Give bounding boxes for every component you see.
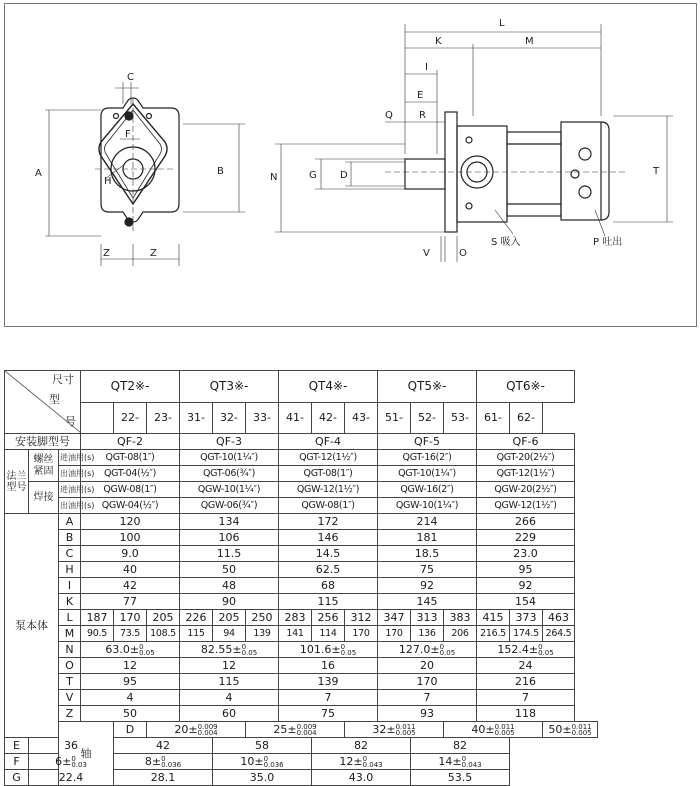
dim-key: V [59,690,81,706]
dim-value: 172 [279,514,378,530]
dim-value: 216.5 [477,626,510,642]
dim-value: 11.5 [180,546,279,562]
dim-value: 108.5 [147,626,180,642]
suction-label: S 吸入 [491,237,521,248]
tolerance [297,724,317,736]
dim-value: 115 [180,674,279,690]
dim-value: 106 [180,530,279,546]
dim-value: 136 [411,626,444,642]
dim-value: 82 [312,738,411,754]
subtype: 22- [114,402,147,434]
thread-out: QGT-12(1½″) [477,466,575,482]
dim-value: 7 [477,690,575,706]
nominal: 63.0 [105,642,130,656]
weld-in: QGW-20(2½″) [477,482,575,498]
dim-value: 12 [180,658,279,674]
weld-out: QGW-06(¾″) [180,498,279,514]
front-dimensions [45,82,245,266]
thread-in: QGT-20(2½″) [477,450,575,466]
nominal: 20 [174,722,189,736]
tolerance: 0 0.03 [71,754,87,769]
label-H: H [104,176,112,187]
dim-value: 170 [378,626,411,642]
dim-value: 7 [378,690,477,706]
tol-hi: 0 [538,642,543,651]
header-type1: 型 [49,393,60,406]
label-L: L [499,18,505,29]
label-G: G [309,170,317,181]
dim-value-tol: 32± 0.011 0.005 [345,722,444,738]
dim-value: 92 [477,578,575,594]
dim-value: 77 [81,594,180,610]
dim-value-tol: 6± 0 0.03 [29,754,114,770]
label-A: A [35,168,42,179]
dim-value: 216 [477,674,575,690]
spec-table-wrap [4,370,598,786]
tolerance [495,724,515,736]
nominal: 14 [438,754,453,768]
tol-hi: 0.009 [296,722,317,731]
mount-value: QF-5 [378,434,477,450]
thread-in: QGT-16(2″) [378,450,477,466]
dim-value: 250 [246,610,279,626]
dim-value: 146 [279,530,378,546]
nominal: 10 [240,754,255,768]
body-label: 泵本体 [5,514,59,738]
label-D: D [340,170,348,181]
dim-key: I [59,578,81,594]
label-C: C [127,72,134,83]
thread-label: 螺丝紧固 [29,450,59,482]
subtype: 31- [180,402,213,434]
thread-in: QGT-12(1½″) [279,450,378,466]
tol-hi: 0 [139,642,144,651]
tol-hi: 0 [340,642,346,651]
dim-key: Z [59,706,81,722]
dim-value: 40 [81,562,180,578]
nominal: 6 [55,754,63,768]
tolerance [572,724,592,736]
dim-value: 50 [81,706,180,722]
nominal: 152.4 [497,642,529,656]
technical-drawing [4,3,697,327]
tol-lo: 0.05 [241,648,258,657]
dim-value: 141 [279,626,312,642]
label-Z1: Z [103,248,110,259]
mount-value: QF-3 [180,434,279,450]
dim-value: 12 [81,658,180,674]
tolerance: 0 0.036 [161,754,182,769]
dim-value: 22.4 [29,770,114,786]
flange-label: 法兰型号 [5,450,29,514]
dim-value: 214 [378,514,477,530]
subtype: 43- [345,402,378,434]
model-qt2: QT2※- [81,371,180,403]
dim-key: T [59,674,81,690]
label-Z2: Z [150,248,157,259]
dim-value: 100 [81,530,180,546]
tol-lo: 0.005 [494,728,515,737]
tol-lo: 0.004 [296,728,317,737]
tol-lo: 0.05 [340,648,357,657]
dim-value: 170 [345,626,378,642]
tolerance [341,644,357,656]
tol-lo: 0.03 [71,760,87,769]
inlet-label: 进油用(s) [59,450,81,466]
dim-key: B [59,530,81,546]
label-N: N [270,172,278,183]
dim-value: 283 [279,610,312,626]
dim-value-tol: 82.55± 0 0.05 [180,642,279,658]
weld-in: QGW-08(1″) [81,482,180,498]
subtype: 41- [279,402,312,434]
tolerance: 0 0.036 [263,754,284,769]
dim-value: 24 [477,658,575,674]
tol-hi: 0.011 [494,722,515,731]
subtype: 61- [477,402,510,434]
tol-lo: 0.05 [439,648,456,657]
nominal: 127.0 [398,642,431,656]
weld-out: QGW-04(½″) [81,498,180,514]
mount-value: QF-2 [81,434,180,450]
model-qt3: QT3※- [180,371,279,403]
dim-value: 14.5 [279,546,378,562]
dim-value: 36 [29,738,114,754]
thread-out: QGT-10(1¼″) [378,466,477,482]
label-E: E [417,90,424,101]
dim-value: 50 [180,562,279,578]
tolerance: 0 0.043 [362,754,383,769]
dim-value: 206 [444,626,477,642]
side-dimensions [275,24,673,262]
nominal: 25 [273,722,288,736]
dim-value: 23.0 [477,546,575,562]
label-I: I [425,62,428,73]
dim-value: 373 [510,610,543,626]
dim-value: 115 [180,626,213,642]
dim-key: M [59,626,81,642]
dim-value: 312 [345,610,378,626]
dim-value: 95 [81,674,180,690]
shaft-label: 轴 [59,722,114,786]
tolerance: 0 0.043 [461,754,482,769]
dim-value: 187 [81,610,114,626]
dim-value: 58 [213,738,312,754]
tol-hi: 0 [439,642,445,651]
nominal: 50 [548,722,563,736]
inlet-label: 进油用(s) [59,482,81,498]
label-B: B [217,166,224,177]
nominal: 101.6 [299,642,332,656]
subtype: 33- [246,402,279,434]
tol-lo: 0.05 [538,648,554,657]
dim-value: 229 [477,530,575,546]
dim-value-tol: 12± 0 0.043 [312,754,411,770]
dim-value: 53.5 [411,770,510,786]
front-view [99,98,179,226]
outlet-label: P 吐出 [593,237,623,248]
dim-key: N [59,642,81,658]
tolerance [139,644,155,656]
dim-value: 139 [279,674,378,690]
dim-key: A [59,514,81,530]
dim-value-tol: 14± 0 0.043 [411,754,510,770]
thread-out: QGT-06(¾″) [180,466,279,482]
dim-value-tol: 8± 0 0.036 [114,754,213,770]
dim-value: 43.0 [312,770,411,786]
dim-key: F [5,754,29,770]
dim-value: 4 [180,690,279,706]
dim-value: 92 [378,578,477,594]
dim-key: G [5,770,29,786]
dim-value: 205 [213,610,246,626]
tol-lo: 0.036 [263,760,284,769]
thread-in: QGT-08(1″) [81,450,180,466]
dim-value: 154 [477,594,575,610]
dim-value: 4 [81,690,180,706]
weld-in: QGW-12(1½″) [279,482,378,498]
dim-key: D [114,722,147,738]
dim-key: L [59,610,81,626]
label-K: K [435,36,442,47]
dim-value: 256 [312,610,345,626]
dim-value: 120 [81,514,180,530]
nominal: 32 [372,722,387,736]
outlet-label: 出油用(s) [59,498,81,514]
dim-value: 94 [213,626,246,642]
subtype: 42- [312,402,345,434]
dim-value-tol: 63.0± 0 0.05 [81,642,180,658]
dim-value: 62.5 [279,562,378,578]
tol-lo: 0.05 [139,648,155,657]
dim-value: 383 [444,610,477,626]
label-Q: Q [385,110,393,121]
dim-value: 118 [477,706,575,722]
nominal: 82.55 [200,642,233,656]
dim-value: 415 [477,610,510,626]
tolerance [396,724,416,736]
dim-value: 463 [543,610,575,626]
dim-value: 7 [279,690,378,706]
nominal: 8 [144,754,152,768]
subtype-empty [81,402,114,434]
subtype: 53- [444,402,477,434]
tol-lo: 0.043 [461,760,482,769]
dim-value-tol: 25± 0.009 0.004 [246,722,345,738]
mount-value: QF-6 [477,434,575,450]
label-M: M [525,36,534,47]
dim-value: 145 [378,594,477,610]
dim-key: C [59,546,81,562]
dim-value: 42 [114,738,213,754]
model-qt6: QT6※- [477,371,575,403]
dim-value: 93 [378,706,477,722]
mount-value: QF-4 [279,434,378,450]
weld-out: QGW-10(1¼″) [378,498,477,514]
spec-table [4,370,598,786]
dim-value: 95 [477,562,575,578]
dim-value: 28.1 [114,770,213,786]
subtype: 62- [510,402,543,434]
nominal: 12 [339,754,354,768]
tolerance [198,724,218,736]
subtype: 51- [378,402,411,434]
dim-key: O [59,658,81,674]
dim-value: 35.0 [213,770,312,786]
dim-key: K [59,594,81,610]
thread-out: QGT-08(1″) [279,466,378,482]
dim-key: H [59,562,81,578]
weld-out: QGW-08(1″) [279,498,378,514]
dim-value: 42 [81,578,180,594]
dim-value: 264.5 [543,626,575,642]
tol-lo: 0.005 [571,728,592,737]
tol-hi: 0.011 [571,722,592,731]
subtype: 32- [213,402,246,434]
weld-in: QGW-10(1¼″) [180,482,279,498]
subtype: 52- [411,402,444,434]
dim-value: 170 [114,610,147,626]
weld-label: 焊接 [29,482,59,514]
tol-lo: 0.005 [395,728,416,737]
pump-drawing-svg [5,4,698,328]
dim-value: 174.5 [510,626,543,642]
dim-value: 205 [147,610,180,626]
dim-value: 75 [279,706,378,722]
dim-value-tol: 20± 0.009 0.004 [147,722,246,738]
weld-out: QGW-12(1½″) [477,498,575,514]
dim-value: 90.5 [81,626,114,642]
tolerance [538,644,554,656]
dim-value: 16 [279,658,378,674]
nominal: 40 [471,722,486,736]
header-type2: 号 [65,415,77,428]
dim-value-tol: 127.0± 0 0.05 [378,642,477,658]
dim-value: 226 [180,610,213,626]
dim-value: 266 [477,514,575,530]
thread-out: QGT-04(½″) [81,466,180,482]
dim-value-tol: 152.4± 0 0.05 [477,642,575,658]
label-O: O [459,248,467,259]
dim-value: 18.5 [378,546,477,562]
dim-value: 68 [279,578,378,594]
dim-value: 82 [411,738,510,754]
tol-lo: 0.043 [362,760,383,769]
dim-value: 313 [411,610,444,626]
mount-label: 安装脚型号 [5,434,81,450]
dim-value-tol: 101.6± 0 0.05 [279,642,378,658]
dim-value-tol: 40± 0.011 0.005 [444,722,543,738]
tol-hi: 0.011 [395,722,416,731]
dim-value: 9.0 [81,546,180,562]
dim-value: 60 [180,706,279,722]
dim-value-tol: 50± 0.011 0.005 [543,722,598,738]
tol-lo: 0.036 [161,760,182,769]
dim-value: 115 [279,594,378,610]
model-qt5: QT5※- [378,371,477,403]
dim-value: 73.5 [114,626,147,642]
label-T: T [653,166,660,177]
dim-value: 90 [180,594,279,610]
dim-value: 139 [246,626,279,642]
dim-value: 48 [180,578,279,594]
label-V: V [423,248,430,259]
tolerance [440,644,456,656]
dim-value: 20 [378,658,477,674]
outlet-label: 出油用(s) [59,466,81,482]
model-qt4: QT4※- [279,371,378,403]
label-F: F [125,129,131,140]
dim-key: E [5,738,29,754]
header-diagonal-cell [5,371,81,434]
weld-in: QGW-16(2″) [378,482,477,498]
dim-value: 347 [378,610,411,626]
header-size: 尺寸 [52,373,75,386]
dim-value-tol: 10± 0 0.036 [213,754,312,770]
dim-value: 170 [378,674,477,690]
tol-hi: 0 [241,642,247,651]
dim-value: 181 [378,530,477,546]
dim-value: 114 [312,626,345,642]
thread-in: QGT-10(1¼″) [180,450,279,466]
tolerance [242,644,258,656]
label-R: R [419,110,426,121]
tol-hi: 0.009 [197,722,218,731]
dim-value: 75 [378,562,477,578]
subtype: 23- [147,402,180,434]
dim-value: 134 [180,514,279,530]
tol-lo: 0.004 [197,728,218,737]
